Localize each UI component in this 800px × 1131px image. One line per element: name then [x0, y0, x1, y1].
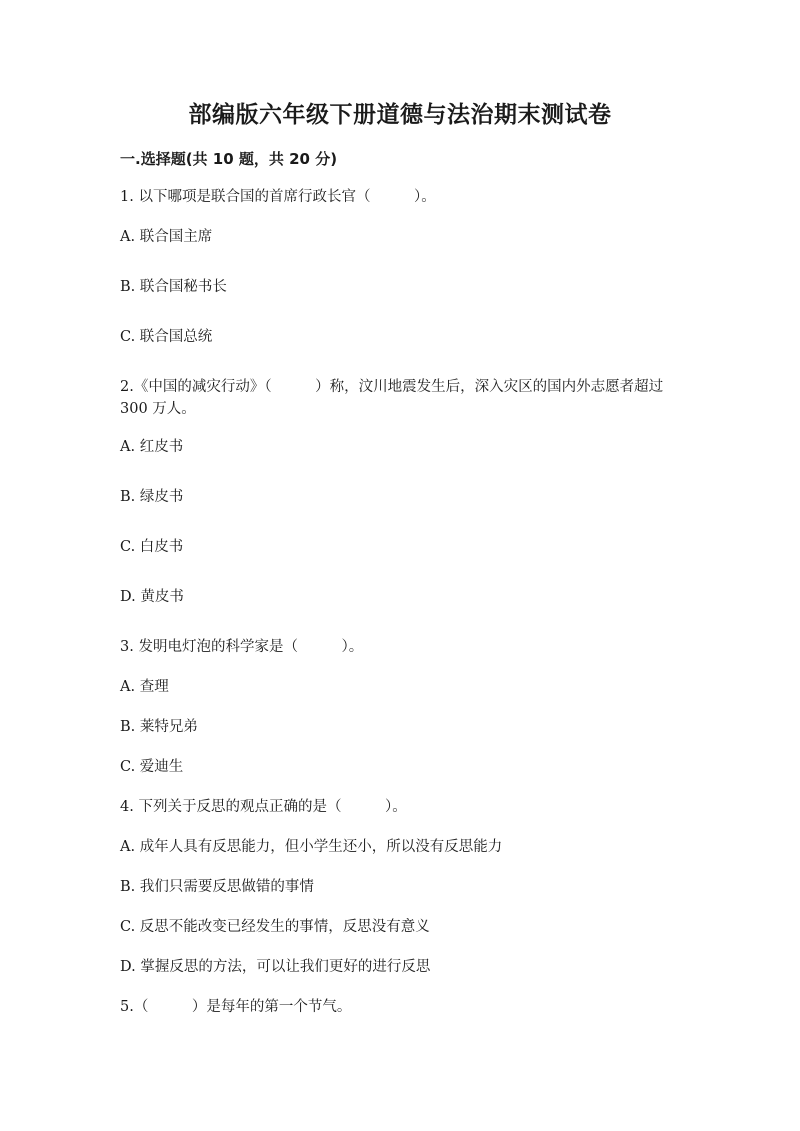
question-4-option-c: C. 反思不能改变已经发生的事情，反思没有意义 [120, 919, 430, 935]
question-3-option-a: A. 查理 [120, 679, 169, 695]
question-4-option-a: A. 成年人具有反思能力，但小学生还小，所以没有反思能力 [120, 839, 503, 855]
question-1-option-c: C. 联合国总统 [120, 329, 213, 345]
document-title: 部编版六年级下册道德与法治期末测试卷 [188, 102, 612, 128]
question-2-option-c: C. 白皮书 [120, 539, 184, 555]
question-2-option-a: A. 红皮书 [120, 439, 184, 455]
question-1-option-b: B. 联合国秘书长 [120, 279, 227, 295]
question-2-option-b: B. 绿皮书 [120, 489, 184, 505]
question-2-stem: 2.《中国的减灾行动》（ ）称，汶川地震发生后，深入灾区的国内外志愿者超过 300 万人。 [120, 379, 664, 417]
question-1-option-a: A. 联合国主席 [120, 229, 213, 245]
question-3-option-c: C. 爱迪生 [120, 759, 184, 775]
section-heading: 一.选择题(共 10 题，共 20 分) [120, 150, 338, 168]
question-3-stem: 3. 发明电灯泡的科学家是（ ）。 [120, 639, 364, 655]
question-4-stem: 4. 下列关于反思的观点正确的是（ ）。 [120, 799, 407, 815]
question-3-option-b: B. 莱特兄弟 [120, 719, 198, 735]
question-2-option-d: D. 黄皮书 [120, 589, 184, 605]
question-4-option-b: B. 我们只需要反思做错的事情 [120, 879, 314, 895]
question-4-option-d: D. 掌握反思的方法，可以让我们更好的进行反思 [120, 959, 431, 975]
question-5-stem: 5.（ ）是每年的第一个节气。 [120, 999, 352, 1015]
question-1-stem: 1. 以下哪项是联合国的首席行政长官（ ）。 [120, 189, 436, 205]
